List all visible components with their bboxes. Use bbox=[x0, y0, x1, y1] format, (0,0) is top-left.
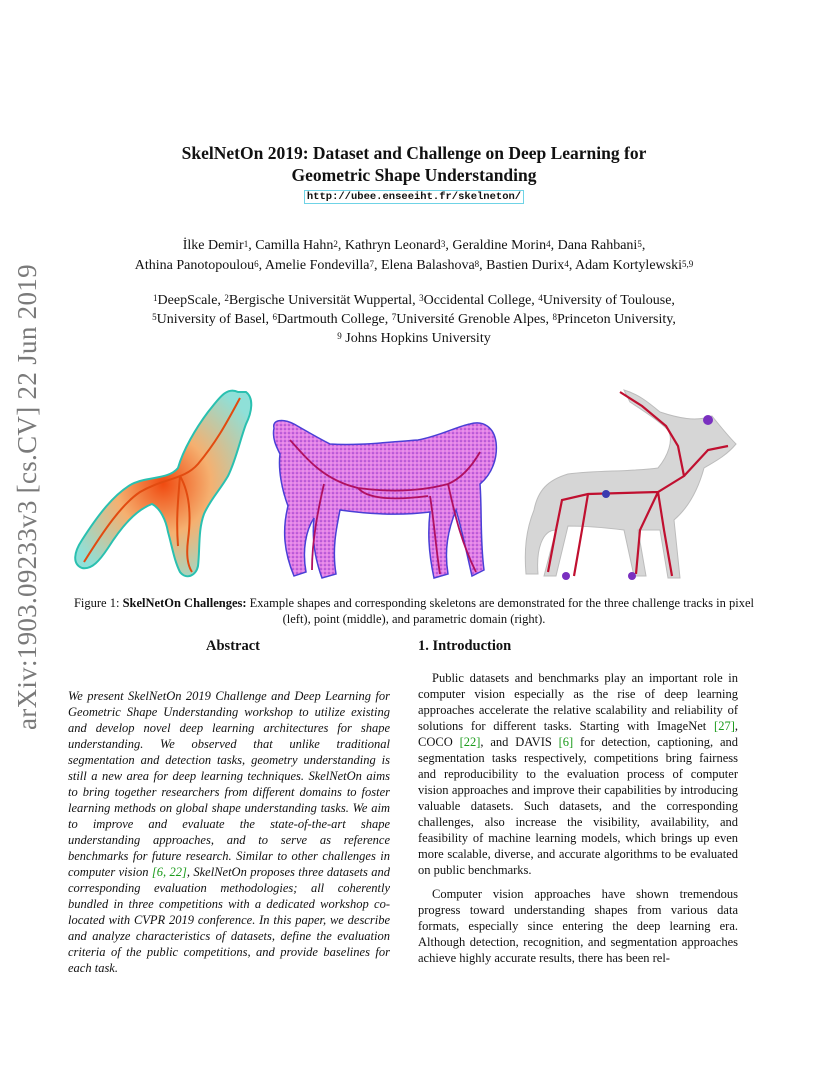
author: Amelie Fondevilla bbox=[264, 258, 370, 273]
parametric-shape bbox=[525, 390, 736, 580]
caption-text: Example shapes and corresponding skeletons are demonstrated for the three challenge tracks in pixel (left), point (middle), and parametric domain (right). bbox=[249, 596, 755, 626]
project-url-link[interactable]: http://ubee.enseeiht.fr/skelneton/ bbox=[304, 190, 524, 204]
caption-label: Figure 1: bbox=[73, 596, 120, 610]
affiliation: DeepScale, bbox=[157, 293, 221, 308]
affiliation: Bergische Universität Wuppertal, bbox=[228, 293, 416, 308]
arxiv-stamp: arXiv:1903.09233v3 [cs.CV] 22 Jun 2019 bbox=[12, 264, 42, 730]
author: Dana Rahbani bbox=[557, 238, 638, 253]
author: Camilla Hahn bbox=[255, 238, 334, 253]
affiliation-list: $^1$DeepScale, $^2$Bergische Universität Wuppertal, $^3$Occidental College, $^4$University of Toulouse, $^5$University of Basel, $^6$Dartmouth College, $^7$Université Grenoble Alpes, $^8$Princeton University, $^9$ Johns Hopkins University bbox=[152, 293, 676, 346]
paragraph-text: , and DAVIS bbox=[480, 735, 559, 749]
author: Adam Kortylewski bbox=[575, 258, 682, 273]
figure-1-image bbox=[68, 380, 760, 586]
affiliation: Princeton University, bbox=[557, 312, 676, 327]
affiliation: University of Basel, bbox=[156, 312, 269, 327]
section-heading-introduction: 1. Introduction bbox=[418, 638, 512, 654]
citation-link[interactable]: [6, 22] bbox=[151, 865, 187, 879]
author-list: İlke Demir$^1$, Camilla Hahn$^2$, Kathryn Leonard$^3$, Geraldine Morin$^4$, Dana Rahbani$^5$, Athina Panotopoulou$^6$, Amelie Fondevilla$^7$, Elena Balashova$^8$, Bastien Durix$^4$, Adam Kortylewski$^{5,9}$ bbox=[134, 238, 694, 273]
abstract-heading: Abstract bbox=[206, 638, 260, 654]
citation-link[interactable]: [6] bbox=[558, 735, 574, 749]
author: Elena Balashova bbox=[380, 258, 475, 273]
affiliation: Occidental College, bbox=[423, 293, 535, 308]
author: Geraldine Morin bbox=[452, 238, 547, 253]
author: Athina Panotopoulou bbox=[134, 258, 255, 273]
abstract-body bbox=[68, 688, 390, 976]
paragraph-text: for detection, captioning, and segmentation tasks respectively, competitions bring fairness and reproducibility to the evaluation process of computer vision approaches and improve their capabilities by introducing valuable datasets. Such datasets, and the corresponding challenges, also increase the visibility, availability, and feasibility of machine learning models, which brings up even more scalable, diverse, and accurate algorithms to be evaluated on public benchmarks. bbox=[418, 735, 738, 877]
citation-link[interactable]: [22] bbox=[459, 735, 481, 749]
paragraph-text: Public datasets and benchmarks play an important role in computer vision especially as the rise of deep learning approaches accelerate the relative scalability and reliability of solutions for different tasks. Starting with ImageNet bbox=[418, 671, 738, 733]
paper-title bbox=[0, 142, 828, 186]
author: Bastien Durix bbox=[486, 258, 565, 273]
title-line-2: Geometric Shape Understanding bbox=[291, 165, 537, 185]
affiliation: Johns Hopkins University bbox=[345, 331, 491, 346]
abstract-text: We present SkelNetOn 2019 Challenge and Deep Learning for Geometric Shape Understanding workshop to utilize existing and develop novel deep learning architectures for shape understanding. We observed that unlike traditional segmentation and detection tasks, geometry understanding is still a new area for deep learning techniques. SkelNetOn aims to bring together researchers from different domains to foster learning methods on global shape understanding tasks. We aim to improve and evaluate the state-of-the-art shape understanding approaches, and to serve as reference benchmarks for future research. Similar to other challenges in computer vision bbox=[68, 689, 390, 879]
point-shape bbox=[273, 421, 496, 578]
affiliation: Université Grenoble Alpes, bbox=[396, 312, 549, 327]
caption-bold: SkelNetOn Challenges: bbox=[122, 596, 247, 610]
affiliation: University of Toulouse, bbox=[542, 293, 675, 308]
intro-paragraph-2: Computer vision approaches have shown tremendous progress toward understanding shapes from various data formats, especially since entering the deep learning era. Although detection, recognition, and segmentation approaches achieve highly accurate results, there has been rel- bbox=[418, 887, 738, 965]
author: Kathryn Leonard bbox=[344, 238, 441, 253]
figure-caption bbox=[72, 595, 756, 627]
pixel-shape bbox=[75, 391, 251, 577]
title-line-1: SkelNetOn 2019: Dataset and Challenge on Deep Learning for bbox=[181, 143, 647, 163]
paragraph-text: , COCO bbox=[418, 719, 738, 749]
affiliation: Dartmouth College, bbox=[277, 312, 389, 327]
citation-link[interactable]: [27] bbox=[714, 719, 735, 733]
author: İlke Demir bbox=[182, 238, 244, 253]
project-url bbox=[0, 186, 828, 204]
abstract-text: , SkelNetOn proposes three datasets and corresponding evaluation methodologies; all coherently bundled in three competitions with a dedicated workshop co-located with CVPR 2019 conference. In this paper, we describe and analyze characteristics of datasets, define the evaluation criteria of the public competitions, and provide baselines for each task. bbox=[68, 865, 391, 975]
intro-paragraph-1 bbox=[418, 670, 738, 878]
